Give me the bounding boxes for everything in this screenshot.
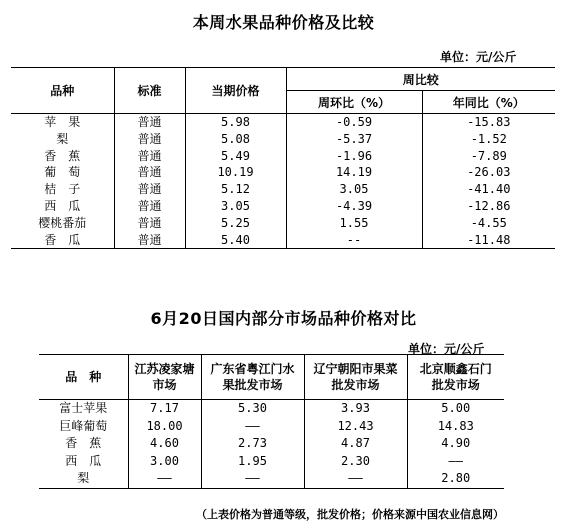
standard-cell: 普通 — [114, 148, 185, 165]
variety-cell: 梨 — [39, 470, 128, 488]
wow-cell: -1.96 — [286, 148, 422, 165]
yoy-cell: -26.03 — [467, 165, 511, 180]
market-price-comparison-table — [39, 354, 504, 489]
jiangsu-price-cell: 4.60 — [128, 435, 201, 453]
beijing-price-cell: 5.00 — [441, 401, 471, 415]
standard-cell: 普通 — [114, 198, 185, 215]
price-cell: 10.19 — [185, 164, 286, 181]
header-variety: 品种 — [11, 68, 114, 114]
guangdong-price-cell: —— — [201, 418, 304, 436]
variety-cell: 葡 萄 — [11, 164, 114, 181]
wow-cell: 3.05 — [286, 181, 422, 198]
price-cell: 5.08 — [185, 131, 286, 148]
weekly-fruit-price-table — [11, 67, 555, 249]
header-yoy: 年同比（%） — [422, 91, 555, 114]
header-variety: 品 种 — [39, 355, 128, 400]
header-wow: 周环比（%） — [286, 91, 422, 114]
table-row — [11, 198, 555, 215]
wow-cell: 14.19 — [286, 164, 422, 181]
jiangsu-price-cell: 18.00 — [128, 418, 201, 436]
wow-cell: 1.55 — [286, 215, 422, 232]
variety-cell: 樱桃番茄 — [11, 215, 114, 232]
header-market-jiangsu: 江苏凌家塘市场 — [128, 355, 201, 400]
liaoning-price-cell: 12.43 — [304, 418, 407, 436]
beijing-price-cell: 4.90 — [441, 436, 471, 451]
beijing-price-cell: 14.83 — [437, 418, 474, 433]
wow-cell: -5.37 — [286, 131, 422, 148]
table-row — [39, 470, 504, 488]
table2-unit: 单位：元/公斤 — [408, 342, 485, 356]
variety-cell: 富士苹果 — [39, 400, 128, 418]
standard-cell: 普通 — [114, 164, 185, 181]
standard-cell: 普通 — [114, 131, 185, 148]
yoy-cell: -11.48 — [422, 232, 555, 249]
table-row — [39, 453, 504, 471]
price-cell: 5.40 — [185, 232, 286, 249]
jiangsu-price-cell: 3.00 — [128, 453, 201, 471]
table-row — [11, 114, 555, 131]
table-row — [39, 435, 504, 453]
jiangsu-price-cell: 7.17 — [128, 400, 201, 418]
table-row — [11, 215, 555, 232]
price-cell: 5.12 — [185, 181, 286, 198]
liaoning-price-cell: 3.93 — [304, 400, 407, 418]
variety-cell: 香 蕉 — [11, 148, 114, 165]
price-cell: 5.98 — [185, 114, 286, 131]
header-market-liaoning: 辽宁朝阳市果菜批发市场 — [304, 355, 407, 400]
standard-cell: 普通 — [114, 215, 185, 232]
jiangsu-price-cell: —— — [128, 470, 201, 488]
variety-cell: 香 蕉 — [39, 435, 128, 453]
beijing-price-cell: —— — [448, 453, 463, 468]
variety-cell: 西 瓜 — [11, 198, 114, 215]
table-row — [11, 181, 555, 198]
table2-title: 6月20日国内部分市场品种价格对比 — [150, 309, 417, 328]
guangdong-price-cell: 2.73 — [201, 435, 304, 453]
table1-unit: 单位：元/公斤 — [440, 50, 517, 64]
beijing-price-cell: 2.80 — [407, 470, 504, 488]
table-row — [11, 131, 555, 148]
liaoning-price-cell: 4.87 — [304, 435, 407, 453]
standard-cell: 普通 — [114, 114, 185, 131]
wow-cell: -- — [286, 232, 422, 249]
table-row — [11, 164, 555, 181]
yoy-cell: -41.40 — [467, 182, 511, 197]
table-row — [39, 400, 504, 418]
wow-cell: -0.59 — [286, 114, 422, 131]
variety-cell: 梨 — [11, 131, 114, 148]
header-standard: 标准 — [114, 68, 185, 114]
variety-cell: 桔 子 — [11, 181, 114, 198]
table-row — [11, 232, 555, 249]
yoy-cell: -15.83 — [467, 115, 511, 129]
variety-cell: 西 瓜 — [39, 453, 128, 471]
price-cell: 5.25 — [185, 215, 286, 232]
yoy-cell: -4.55 — [470, 215, 507, 230]
yoy-cell: -1.52 — [470, 131, 507, 146]
variety-cell: 香 瓜 — [11, 232, 114, 249]
variety-cell: 巨峰葡萄 — [39, 418, 128, 436]
table-row — [39, 418, 504, 436]
guangdong-price-cell: 1.95 — [201, 453, 304, 471]
price-cell: 3.05 — [185, 198, 286, 215]
guangdong-price-cell: 5.30 — [201, 400, 304, 418]
standard-cell: 普通 — [114, 181, 185, 198]
table-row — [11, 148, 555, 165]
liaoning-price-cell: 2.30 — [304, 453, 407, 471]
liaoning-price-cell: —— — [304, 470, 407, 488]
standard-cell: 普通 — [114, 232, 185, 249]
header-market-guangdong: 广东省粤江门水果批发市场 — [201, 355, 304, 400]
price-cell: 5.49 — [185, 148, 286, 165]
guangdong-price-cell: —— — [201, 470, 304, 488]
wow-cell: -4.39 — [286, 198, 422, 215]
variety-cell: 苹 果 — [11, 114, 114, 131]
yoy-cell: -7.89 — [470, 148, 507, 163]
footnote: （上表价格为普通等级，批发价格；价格来源中国农业信息网） — [196, 508, 504, 521]
yoy-cell: -12.86 — [467, 198, 511, 213]
header-current-price: 当期价格 — [185, 68, 286, 114]
header-market-beijing: 北京顺鑫石门批发市场 — [407, 355, 504, 400]
header-weekly-compare: 周比较 — [286, 68, 555, 91]
table1-title: 本周水果品种价格及比较 — [192, 13, 375, 32]
